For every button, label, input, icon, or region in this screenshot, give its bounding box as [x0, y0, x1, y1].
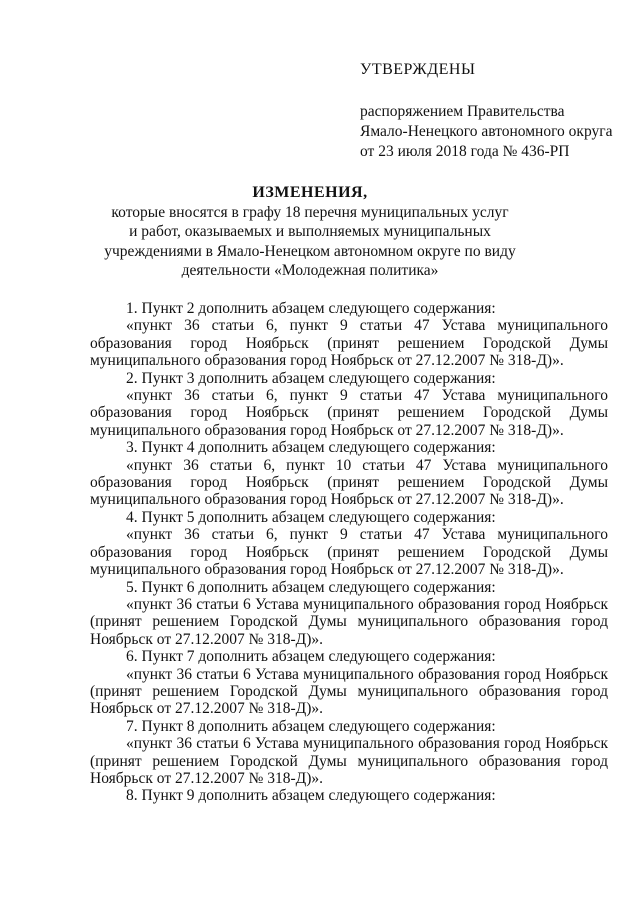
- amendment-point: 1. Пункт 2 дополнить абзацем следующего содержания:: [126, 300, 496, 317]
- amendment-item: [90, 579, 608, 649]
- amendments-list: [90, 300, 608, 805]
- amendment-point: 8. Пункт 9 дополнить абзацем следующего содержания:: [126, 787, 496, 805]
- heading-line: деятельности «Молодежная политика»: [181, 262, 439, 280]
- amendment-point: 2. Пункт 3 дополнить абзацем следующего содержания:: [126, 369, 496, 387]
- amendment-item: [90, 648, 608, 718]
- amendment-quote: «пункт 36 статьи 6 Устава муниципального образования город Ноябрьск (принят решением Городской Думы муниципального образования город Ноябрьск от 27.12.2007 № 318-Д)».: [90, 595, 608, 648]
- heading-line: учреждениями в Ямало-Ненецком автономном округе по виду: [104, 242, 516, 260]
- amendment-point: 3. Пункт 4 дополнить абзацем следующего содержания:: [126, 439, 496, 457]
- amendment-point: 7. Пункт 8 дополнить абзацем следующего содержания:: [126, 717, 496, 735]
- approval-word: УТВЕРЖДЕНЫ: [360, 61, 476, 78]
- amendment-quote: «пункт 36 статьи 6, пункт 9 статьи 47 Устава муниципального образования город Ноябрьск (принят решением Городской Думы муниципального образования город Ноябрьск от 27.12.2007 № 318-Д)».: [90, 317, 608, 370]
- heading-line: которые вносятся в графу 18 перечня муниципальных услуг: [111, 203, 509, 221]
- document-heading: [100, 183, 520, 281]
- document-title: ИЗМЕНЕНИЯ,: [252, 184, 368, 201]
- heading-line: и работ, оказываемых и выполняемых муниципальных: [129, 223, 491, 241]
- approval-line: Ямало-Ненецкого автономного округа: [360, 123, 613, 140]
- amendment-quote: «пункт 36 статьи 6 Устава муниципального образования город Ноябрьск (принят решением Городской Думы муниципального образования город Ноябрьск от 27.12.2007 № 318-Д)».: [90, 665, 608, 718]
- amendment-item: [90, 718, 608, 788]
- approval-line: от 23 июля 2018 года № 436-РП: [360, 143, 570, 160]
- amendment-quote: «пункт 36 статьи 6 Устава муниципального образования город Ноябрьск (принят решением Городской Думы муниципального образования город Ноябрьск от 27.12.2007 № 318-Д)».: [90, 735, 608, 787]
- approval-line: распоряжением Правительства: [360, 103, 565, 120]
- amendment-point: 4. Пункт 5 дополнить абзацем следующего содержания:: [126, 508, 496, 526]
- amendment-item: [90, 439, 608, 509]
- amendment-item: [90, 370, 608, 440]
- approval-block: [360, 60, 620, 162]
- amendment-quote: «пункт 36 статьи 6, пункт 9 статьи 47 Устава муниципального образования город Ноябрьск (принят решением Городской Думы муниципального образования город Ноябрьск от 27.12.2007 № 318-Д)».: [90, 526, 608, 579]
- amendment-point: 5. Пункт 6 дополнить абзацем следующего содержания:: [126, 578, 496, 596]
- amendment-quote: «пункт 36 статьи 6, пункт 10 статьи 47 Устава муниципального образования город Ноябрьск (принят решением Городской Думы муниципального образования город Ноябрьск от 27.12.2007 № 318-Д)».: [90, 456, 608, 509]
- amendment-point: 6. Пункт 7 дополнить абзацем следующего содержания:: [126, 648, 496, 666]
- amendment-item: [90, 300, 608, 370]
- amendment-quote: «пункт 36 статьи 6, пункт 9 статьи 47 Устава муниципального образования город Ноябрьск (принят решением Городской Думы муниципального образования город Ноябрьск от 27.12.2007 № 318-Д)».: [90, 387, 608, 439]
- amendment-item: [90, 787, 608, 804]
- amendment-item: [90, 509, 608, 579]
